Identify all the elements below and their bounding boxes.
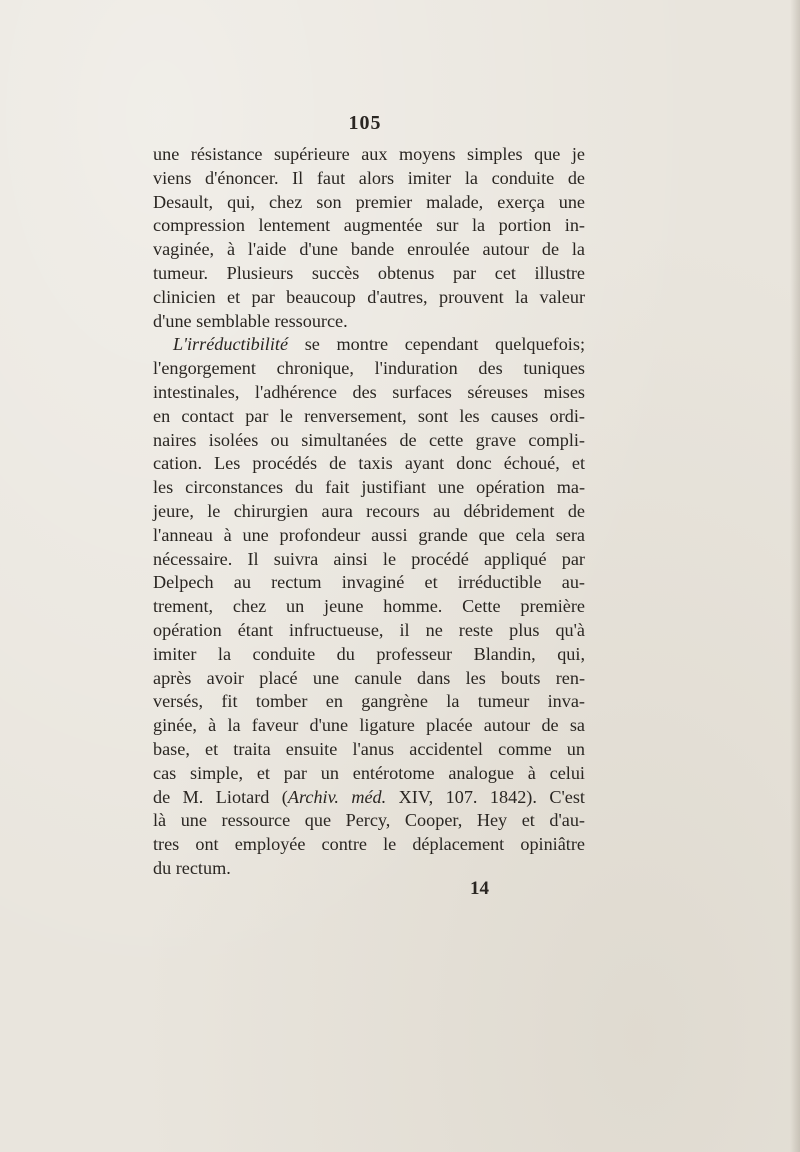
text-line: imiter la conduite du professeur Blandin, qui, bbox=[153, 643, 585, 664]
page-number: 105 bbox=[348, 112, 382, 134]
text-line: ginée, à la faveur d'une ligature placée autour de sa bbox=[153, 715, 585, 736]
text-line: Delpech au rectum invaginé et irréductible au- bbox=[153, 572, 585, 593]
text-line: opération étant infructueuse, il ne reste plus qu'à bbox=[153, 619, 585, 640]
citation-source: Archiv. méd. bbox=[287, 786, 387, 807]
text-line: les circonstances du fait justifiant une opération ma- bbox=[153, 477, 585, 498]
text-line: Desault, qui, chez son premier malade, exerça une bbox=[153, 191, 585, 212]
page-edge-shadow bbox=[790, 0, 800, 1152]
text-line: là une ressource que Percy, Cooper, Hey et d'au- bbox=[153, 810, 585, 831]
text-line: naires isolées ou simultanées de cette grave compli- bbox=[153, 429, 585, 450]
text-line: cation. Les procédés de taxis ayant donc échoué, et bbox=[153, 453, 585, 474]
text-line: vaginée, à l'aide d'une bande enroulée autour de la bbox=[153, 239, 585, 260]
text-line: en contact par le renversement, sont les causes ordi- bbox=[153, 405, 585, 426]
signature-mark: 14 bbox=[470, 878, 489, 899]
text-fragment: se montre cependant quelquefois; bbox=[288, 334, 585, 355]
paragraph-2-first-line bbox=[153, 333, 585, 357]
text-line: compression lentement augmentée sur la portion in- bbox=[153, 215, 585, 236]
text-fragment: XIV, 107. 1842). C'est bbox=[386, 786, 585, 807]
text-line: tres ont employée contre le déplacement opiniâtre bbox=[153, 834, 585, 855]
body-text bbox=[153, 143, 585, 881]
text-line: du rectum. bbox=[153, 857, 231, 878]
citation-line bbox=[153, 786, 585, 810]
text-line: l'anneau à une profondeur aussi grande que cela sera bbox=[153, 524, 585, 545]
text-line: une résistance supérieure aux moyens simples que je bbox=[153, 144, 585, 164]
text-line: cas simple, et par un entérotome analogue à celui bbox=[153, 762, 585, 783]
text-line: jeure, le chirurgien aura recours au débridement de bbox=[153, 500, 585, 521]
text-line: nécessaire. Il suivra ainsi le procédé appliqué par bbox=[153, 548, 585, 569]
text-line: l'engorgement chronique, l'induration des tuniques bbox=[153, 358, 585, 379]
text-fragment: de M. Liotard ( bbox=[153, 786, 288, 807]
text-line: base, et traita ensuite l'anus accidentel comme un bbox=[153, 738, 585, 759]
text-line: trement, chez un jeune homme. Cette première bbox=[153, 596, 585, 617]
text-line: intestinales, l'adhérence des surfaces séreuses mises bbox=[153, 381, 585, 402]
text-line: viens d'énoncer. Il faut alors imiter la conduite de bbox=[153, 167, 585, 188]
text-line: d'une semblable ressource. bbox=[153, 310, 348, 331]
text-line: tumeur. Plusieurs succès obtenus par cet illustre bbox=[153, 262, 585, 283]
text-line: versés, fit tomber en gangrène la tumeur inva- bbox=[153, 691, 585, 712]
text-line: après avoir placé une canule dans les bouts ren- bbox=[153, 667, 585, 688]
italic-term: L'irréductibilité bbox=[173, 334, 289, 355]
text-line: clinicien et par beaucoup d'autres, prouvent la valeur bbox=[153, 286, 585, 307]
